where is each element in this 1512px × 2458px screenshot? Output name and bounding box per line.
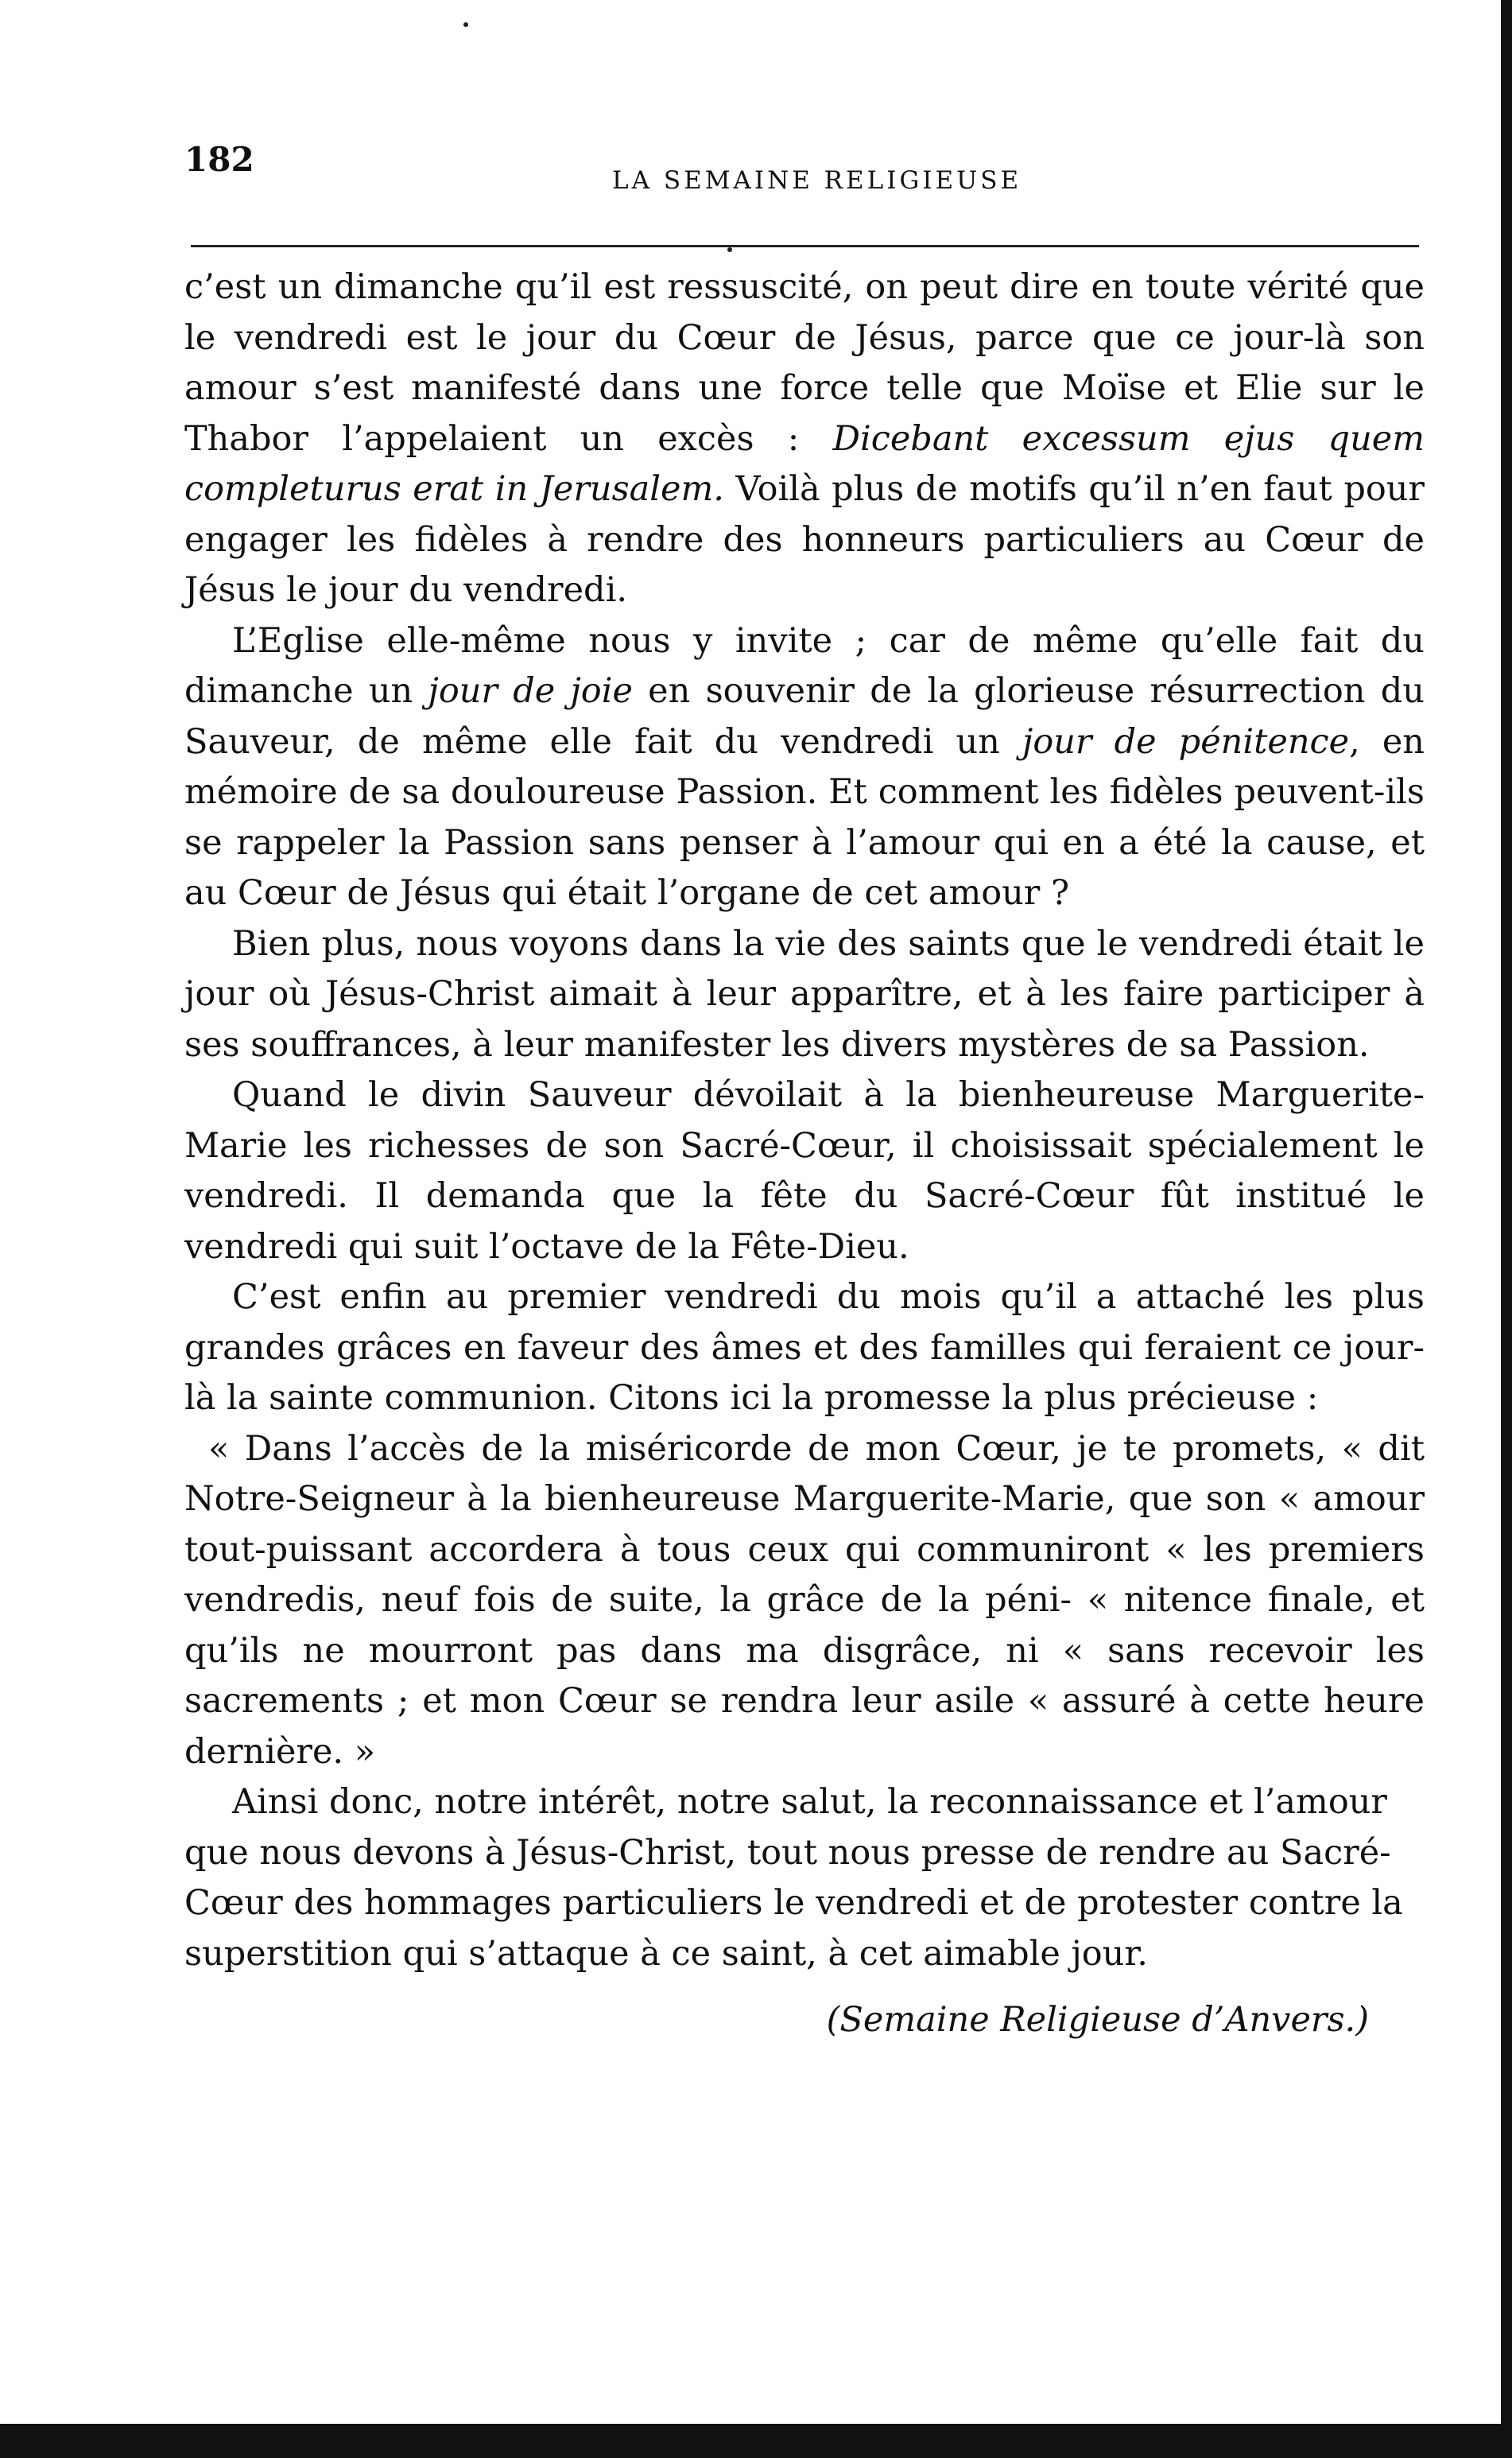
paragraph-3: Bien plus, nous voyons dans la vie des saints que le vendredi était le jour où Jésus-Christ aimait à leur apparître, et à les faire participer à ses souffrances, à leur manifester les divers mystères de sa Passion. [184,923,1425,1065]
page-edge-shadow-right [1501,0,1512,2458]
promise-quotation: « Dans l’accès de la miséricorde de mon Cœur, je te promets, « dit Notre-Seigneur à la bienheureuse Marguerite-Marie, que son « amour tout-puissant accordera à tous ceux qui communiront « les premiers vendredis, neuf fois de suite, la grâce de la péni- « nitence finale, et qu’ils ne mourront pas dans ma disgrâce, ni « sans recevoir les sacrements ; et mon Cœur se rendra leur asile « assuré à cette heure dernière. » [184,1428,1425,1772]
speck-mark [463,22,468,27]
paragraph-7: Ainsi donc, notre intérêt, notre salut, la reconnaissance et l’amour que nous devons à Jésus-Christ, tout nous presse de rendre au Sacré-Cœur des hommages particuliers le vendredi et de protester contre la superstition qui s’attaque à ce saint, à cet aimable jour. [184,1782,1403,1974]
paragraph-1 [184,262,1425,616]
running-title: LA SEMAINE RELIGIEUSE [612,166,1022,195]
paragraph-5: C’est enfin au premier vendredi du mois qu’il a attaché les plus grandes grâces en faveur des âmes et des familles qui feraient ce jour-là la sainte communion. Citons ici la promesse la plus précieuse : [184,1277,1425,1418]
body-text [184,262,1425,2046]
paragraph-2 [184,616,1425,919]
paragraph-1-text-end: Voilà plus de motifs qu’il n’en faut pour engager les fidèles à rendre des honneurs particuliers au Cœur de Jésus le jour du vendredi. [184,469,1425,610]
speck-mark [727,247,732,252]
paragraph-2-italic-joy: jour de joie [428,671,633,711]
paragraph-2-italic-penance: jour de pénitence [1022,721,1350,762]
page-number: 182 [184,140,254,179]
header-rule [191,245,1419,247]
paragraph-2-text-e: , en mémoire de sa douloureuse Passion. Et comment les fidèles peuvent-ils se rappeler la Passion sans penser à l’amour qui en a été la cause, et au Cœur de Jésus qui était l’organe de cet amour ? [184,721,1425,913]
paragraph-1-latin-quote: Dicebant excessum ejus quem completurus erat in Jerusalem. [184,418,1425,509]
paragraph-2-text-a: L’Eglise elle-même nous y invite ; car de même qu’elle fait du dimanche un [184,620,1425,711]
paragraph-4: Quand le divin Sauveur dévoilait à la bienheureuse Marguerite-Marie les richesses de son Sacré-Cœur, il choisissait spécialement le vendredi. Il demanda que la fête du Sacré-Cœur fût institué le vendredi qui suit l’octave de la Fête-Dieu. [184,1075,1425,1267]
paragraph-1-text: c’est un dimanche qu’il est ressuscité, on peut dire en toute vérité que le vendredi est le jour du Cœur de Jésus, parce que ce jour-là son amour s’est manifesté dans une force telle que Moïse et Elie sur le Thabor l’appelaient un excès : [184,267,1425,459]
paragraph-2-text-c: en souvenir de la glorieuse résurrection du Sauveur, de même elle fait du vendredi un [184,671,1425,762]
page-edge-shadow-bottom [0,2424,1512,2458]
source-attribution: (Semaine Religieuse d’Anvers.) [826,2000,1369,2040]
